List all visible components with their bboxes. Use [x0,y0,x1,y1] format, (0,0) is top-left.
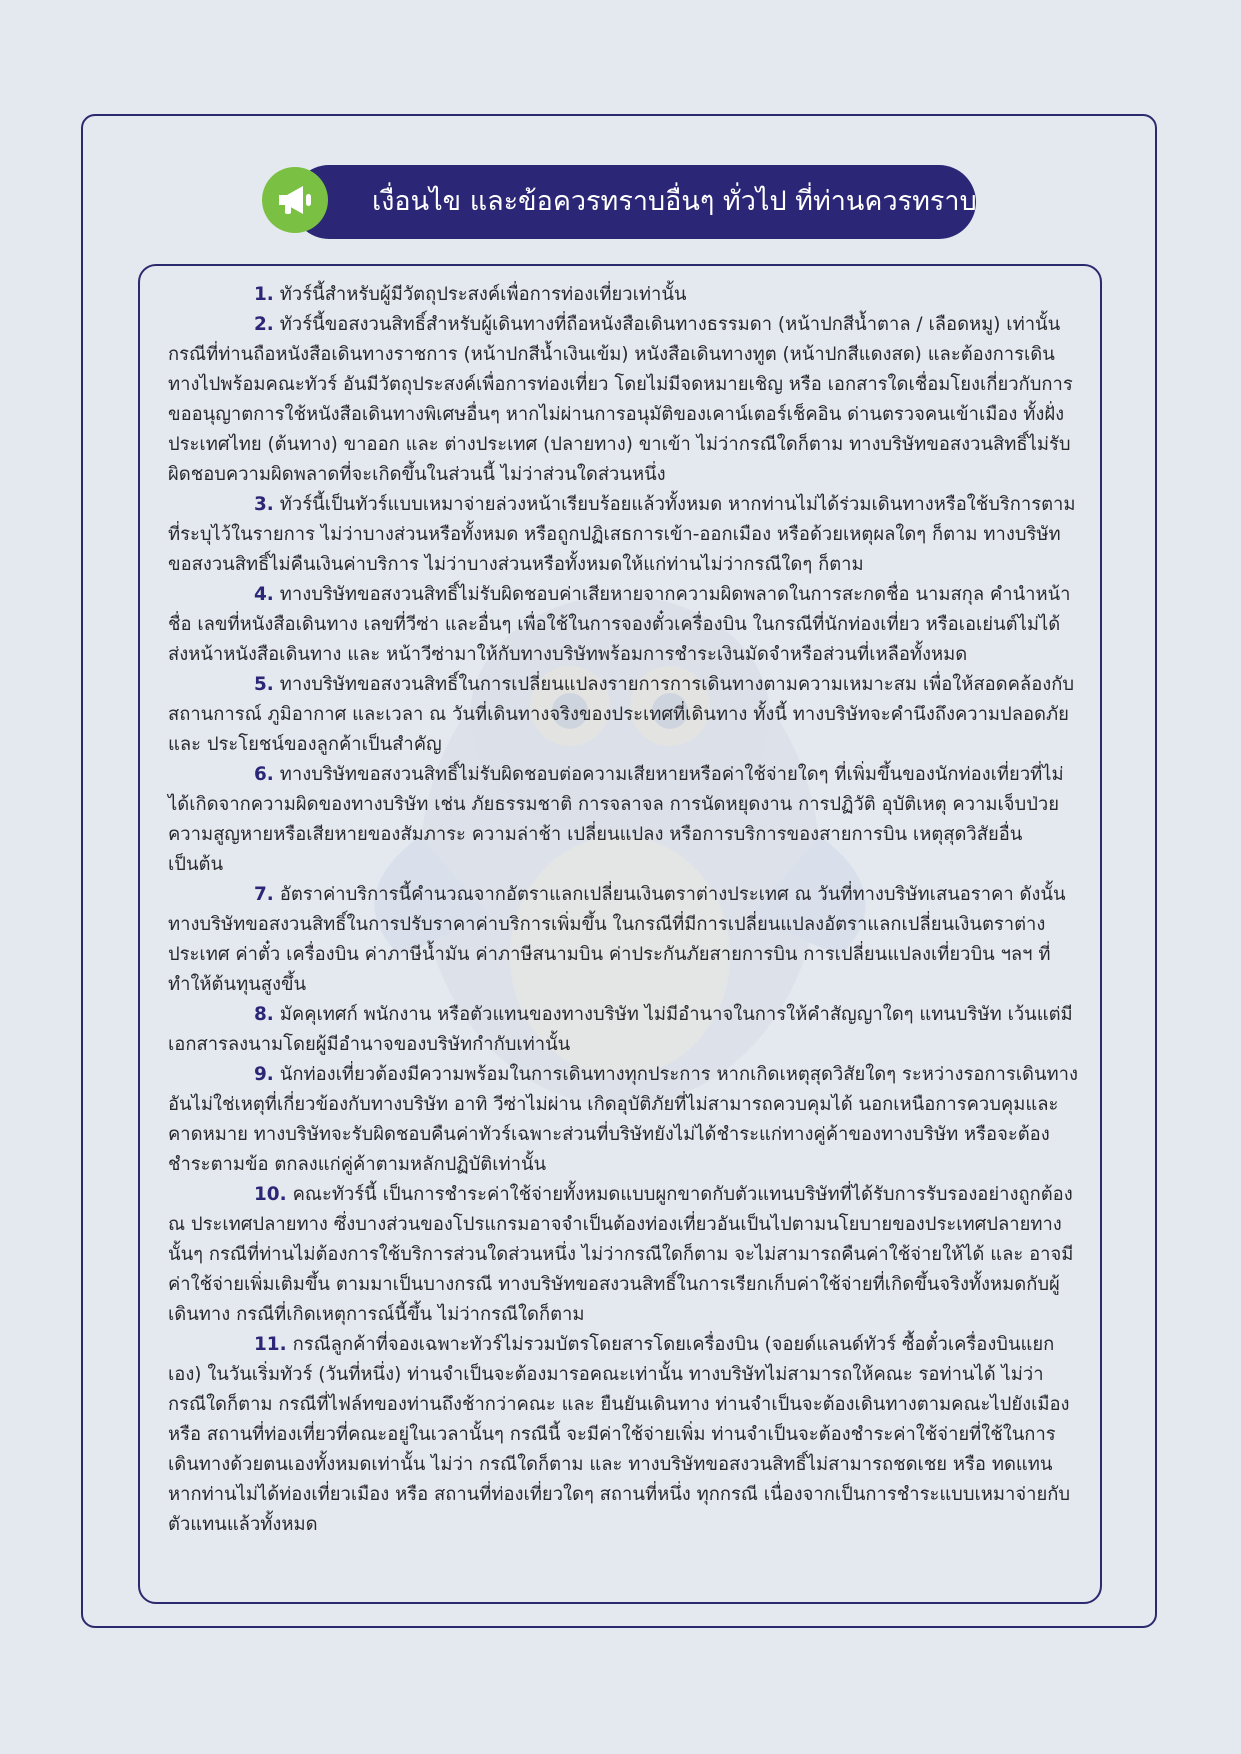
term-text: คณะทัวร์นี้ เป็นการชำระค่าใช้จ่ายทั้งหมดแบบผูกขาดกับตัวแทนบริษัทที่ได้รับการรับรองอย่างถูกต้อง ณ ประเทศปลายทาง ซึ่งบางส่วนของโปรแกรมอาจจำเป็นต้องท่องเที่ยวอันเป็นไปตามนโยบายของประเทศปลายทางนั้นๆ กรณีที่ท่านไม่ต้องการใช้บริการส่วนใดส่วนหนึ่ง ไม่ว่ากรณีใดก็ตาม จะไม่สามารถคืนค่าใช้จ่ายให้ได้ และ อาจมีค่าใช้จ่ายเพิ่มเติมขึ้น ตามมาเป็นบางกรณี ทางบริษัทขอสงวนสิทธิ์ในการเรียกเก็บค่าใช้จ่ายที่เกิดขึ้นจริงทั้งหมดกับผู้เดินทาง กรณีที่เกิดเหตุการณ์นี้ขึ้น ไม่ว่ากรณีใดก็ตาม [168,1184,1074,1325]
term-number: 5. [254,674,274,695]
term-number: 1. [254,284,274,305]
term-text: กรณีลูกค้าที่จองเฉพาะทัวร์ไม่รวมบัตรโดยสารโดยเครื่องบิน (จอยด์แลนด์ทัวร์ ซื้อตั๋วเครื่องบินแยกเอง) ในวันเริ่มทัวร์ (วันที่หนึ่ง) ท่านจำเป็นจะต้องมารอคณะเท่านั้น ทางบริษัทไม่สามารถให้คณะ รอท่านได้ ไม่ว่ากรณีใดก็ตาม กรณีที่ไฟล์ทของท่านถึงช้ากว่าคณะ และ ยืนยันเดินทาง ท่านจำเป็นจะต้องเดินทางตามคณะไปยังเมือง หรือ สถานที่ท่องเที่ยวที่คณะอยู่ในเวลานั้นๆ กรณีนี้ จะมีค่าใช้จ่ายเพิ่ม ท่านจำเป็นจะต้องชำระค่าใช้จ่ายที่ใช้ในการเดินทางด้วยตนเองทั้งหมดเท่านั้น ไม่ว่า กรณีใดก็ตาม และ ทางบริษัทขอสงวนสิทธิ์ไม่สามารถชดเชย หรือ ทดแทน หากท่านไม่ได้ท่องเที่ยวเมือง หรือ สถานที่ท่องเที่ยวใดๆ สถานที่หนึ่ง ทุกกรณี เนื่องจากเป็นการชำระแบบเหมาจ่ายกับตัวแทนแล้วทั้งหมด [168,1334,1071,1535]
term-number: 6. [254,764,274,785]
term-item [168,760,1078,880]
term-item [168,580,1078,670]
term-item [168,1330,1078,1540]
page-title: เงื่อนไข และข้อควรทราบอื่นๆ ทั่วไป ที่ท่านควรทราบ [372,186,977,217]
title-banner [262,164,976,240]
term-text: ทัวร์นี้เป็นทัวร์แบบเหมาจ่ายล่วงหน้าเรียบร้อยแล้วทั้งหมด หากท่านไม่ได้ร่วมเดินทางหรือใช้บริการตามที่ระบุไว้ในรายการ ไม่ว่าบางส่วนหรือทั้งหมด หรือถูกปฏิเสธการเข้า-ออกเมือง หรือด้วยเหตุผลใดๆ ก็ตาม ทางบริษัทขอสงวนสิทธิ์ไม่คืนเงินค่าบริการ ไม่ว่าบางส่วนหรือทั้งหมดให้แก่ท่านไม่ว่ากรณีใดๆ ก็ตาม [168,494,1076,575]
term-text: ทางบริษัทขอสงวนสิทธิ์ในการเปลี่ยนแปลงรายการการเดินทางตามความเหมาะสม เพื่อให้สอดคล้องกับ สถานการณ์ ภูมิอากาศ และเวลา ณ วันที่เดินทางจริงของประเทศที่เดินทาง ทั้งนี้ ทางบริษัทจะคำนึงถึงความปลอดภัย และ ประโยชน์ของลูกค้าเป็นสำคัญ [168,674,1075,755]
megaphone-icon [262,167,328,233]
term-item [168,880,1078,1000]
term-number: 3. [254,494,274,515]
term-item [168,310,1078,490]
term-text: ทัวร์นี้สำหรับผู้มีวัตถุประสงค์เพื่อการท่องเที่ยวเท่านั้น [279,284,687,305]
term-number: 9. [254,1064,274,1085]
terms-box [138,264,1102,1604]
term-item [168,490,1078,580]
term-number: 8. [254,1004,274,1025]
term-text: อัตราค่าบริการนี้คำนวณจากอัตราแลกเปลี่ยนเงินตราต่างประเทศ ณ วันที่ทางบริษัทเสนอราคา ดังนั้น ทางบริษัทขอสงวนสิทธิ์ในการปรับราคาค่าบริการเพิ่มขึ้น ในกรณีที่มีการเปลี่ยนแปลงอัตราแลกเปลี่ยนเงินตราต่างประเทศ ค่าตั๋ว เครื่องบิน ค่าภาษีน้ำมัน ค่าภาษีสนามบิน ค่าประกันภัยสายการบิน การเปลี่ยนแปลงเที่ยวบิน ฯลฯ ที่ทำให้ต้นทุนสูงขึ้น [168,884,1066,995]
term-number: 7. [254,884,274,905]
term-text: ทางบริษัทขอสงวนสิทธิ์ไม่รับผิดชอบค่าเสียหายจากความผิดพลาดในการสะกดชื่อ นามสกุล คำนำหน้าชื่อ เลขที่หนังสือเดินทาง เลขที่วีซ่า และอื่นๆ เพื่อใช้ในการจองตั๋วเครื่องบิน ในกรณีที่นักท่องเที่ยว หรือเอเย่นต์ไม่ได้ส่งหน้าหนังสือเดินทาง และ หน้าวีซ่ามาให้กับทางบริษัทพร้อมการชำระเงินมัดจำหรือส่วนที่เหลือทั้งหมด [168,584,1071,665]
term-item [168,1180,1078,1330]
title-pill [292,165,976,239]
term-item [168,1000,1078,1060]
term-number: 11. [254,1334,287,1355]
term-item [168,670,1078,760]
term-text: มัคคุเทศก์ พนักงาน หรือตัวแทนของทางบริษัท ไม่มีอำนาจในการให้คำสัญญาใดๆ แทนบริษัท เว้นแต่มีเอกสารลงนามโดยผู้มีอำนาจของบริษัทกำกับเท่านั้น [168,1004,1073,1055]
term-item [168,280,1078,310]
terms-list [168,280,1078,1540]
term-number: 4. [254,584,274,605]
term-number: 10. [254,1184,287,1205]
term-text: ทัวร์นี้ขอสงวนสิทธิ์สำหรับผู้เดินทางที่ถือหนังสือเดินทางธรรมดา (หน้าปกสีน้ำตาล / เลือดหมู) เท่านั้น กรณีที่ท่านถือหนังสือเดินทางราชการ (หน้าปกสีน้ำเงินเข้ม) หนังสือเดินทางทูต (หน้าปกสีแดงสด) และต้องการเดินทางไปพร้อมคณะทัวร์ อันมีวัตถุประสงค์เพื่อการท่องเที่ยว โดยไม่มีจดหมายเชิญ หรือ เอกสารใดเชื่อมโยงเกี่ยวกับการขออนุญาตการใช้หนังสือเดินทางพิเศษอื่นๆ หากไม่ผ่านการอนุมัติของเคาน์เตอร์เช็คอิน ด่านตรวจคนเข้าเมือง ทั้งฝั่งประเทศไทย (ต้นทาง) ขาออก และ ต่างประเทศ (ปลายทาง) ขาเข้า ไม่ว่ากรณีใดก็ตาม ทางบริษัทขอสงวนสิทธิ์ไม่รับผิดชอบความผิดพลาดที่จะเกิดขึ้นในส่วนนี้ ไม่ว่าส่วนใดส่วนหนึ่ง [168,314,1073,485]
term-text: ทางบริษัทขอสงวนสิทธิ์ไม่รับผิดชอบต่อความเสียหายหรือค่าใช้จ่ายใดๆ ที่เพิ่มขึ้นของนักท่องเที่ยวที่ไม่ได้เกิดจากความผิดของทางบริษัท เช่น ภัยธรรมชาติ การจลาจล การนัดหยุดงาน การปฏิวัติ อุบัติเหตุ ความเจ็บป่วย ความสูญหายหรือเสียหายของสัมภาระ ความล่าช้า เปลี่ยนแปลง หรือการบริการของสายการบิน เหตุสุดวิสัยอื่น เป็นต้น [168,764,1064,875]
term-item [168,1060,1078,1180]
term-number: 2. [254,314,274,335]
term-text: นักท่องเที่ยวต้องมีความพร้อมในการเดินทางทุกประการ หากเกิดเหตุสุดวิสัยใดๆ ระหว่างรอการเดินทาง อันไม่ใช่เหตุที่เกี่ยวข้องกับทางบริษัท อาทิ วีซ่าไม่ผ่าน เกิดอุบัติภัยที่ไม่สามารถควบคุมได้ นอกเหนือการควบคุมและคาดหมาย ทางบริษัทจะรับผิดชอบคืนค่าทัวร์เฉพาะส่วนที่บริษัทยังไม่ได้ชำระแก่ทางคู่ค้าของทางบริษัท หรือจะต้องชำระตามข้อ ตกลงแก่คู่ค้าตามหลักปฏิบัติเท่านั้น [168,1064,1078,1175]
